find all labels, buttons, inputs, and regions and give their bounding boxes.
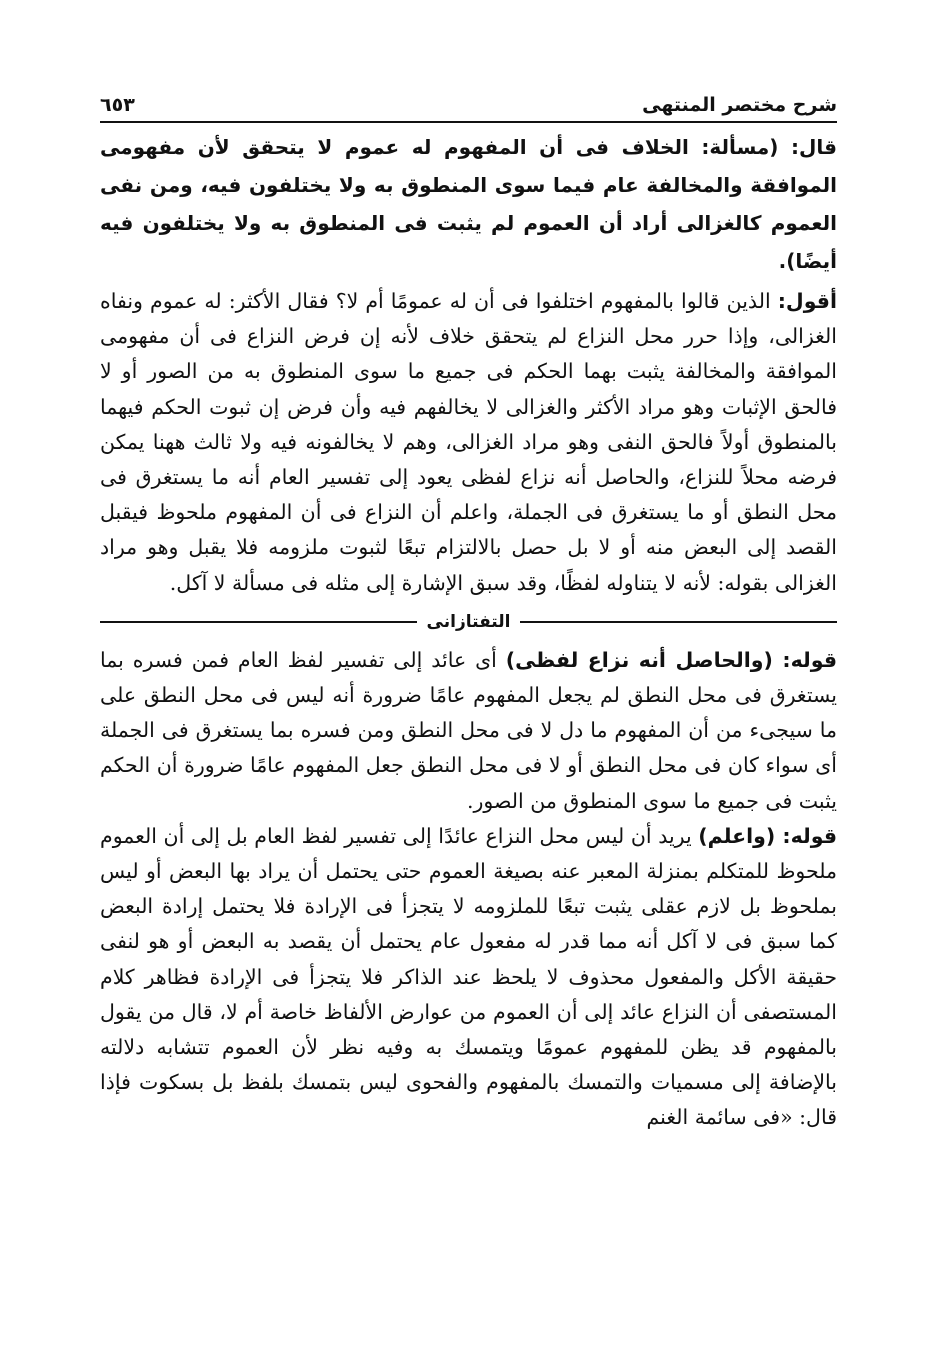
page-header [100, 84, 837, 116]
hashiya-lead: قوله: (والحاصل أنه نزاع لفظى) [505, 647, 838, 672]
section-divider [100, 605, 837, 639]
header-rule [100, 121, 837, 123]
hashiya-lead: قوله: (واعلم) [698, 823, 837, 848]
sharh-paragraph [100, 284, 837, 601]
page-body [100, 128, 837, 1136]
divider-label: التفتازانى [426, 611, 511, 632]
hashiya-text: يريد أن ليس محل النزاع عائدًا إلى تفسير لفظ العام بل إلى أن العموم ملحوظ للمتكلم بمنزلة المعبر عنه بصيغة العموم حتى يحتمل أن يراد بها البعض أو ليس بملحوظ بل لازم عقلى يثبت تبعًا للملزومه لا يتجزأ فى الإرادة فلا يحتمل إرادة البعض كما سبق فى لا آكل أنه مما قدر له مفعول عام يحتمل أن يقصد به البعض أو هو لنفى حقيقة الأكل والمفعول محذوف لا يلحظ عند الذاكر فلا يتجزأ فى الإرادة فظاهر كلام المستصفى أن النزاع عائد إلى أن العموم من عوارض الألفاظ خاصة أم لا، قال من يقول بالمفهوم قد يظن للمفهوم عمومًا ويتمسك به وفيه نظر لأن العموم تتشابه دلالته بالإضافة إلى مسميات والتمسك بالمفهوم والفحوى ليس بتمسك بلفظ بل بسكوت فإذا قال: «فى سائمة الغنم [100, 823, 837, 1130]
sharh-text: الذين قالوا بالمفهوم اختلفوا فى أن له عمومًا أم لا؟ فقال الأكثر: له عموم ونفاه الغزالى، وإذا حرر محل النزاع لم يتحقق خلاف لأنه إن فرض النزاع فى أن مفهومى الموافقة والمخالفة يثبت بهما الحكم فى جميع ما سوى المنطوق به من الصور أو لا فالحق الإثبات وهو مراد الأكثر والغزالى لا يخالفهم فيه وأن فرض إن ثبوت الحكم فيهما بالمنطوق أولاً فالحق النفى وهو مراد الغزالى، وهم لا يخالفونه فيه ولا ثالث ههنا يمكن فرضه محلاً للنزاع، والحاصل أنه نزاع لفظى يعود إلى تفسير العام أنه ما يستغرق فى محل النطق أو ما يستغرق فى الجملة، واعلم أن النزاع فى أن المفهوم ملحوظ فيقبل القصد إلى البعض منه أو لا بل حصل بالالتزام تبعًا لثبوت ملزومه فلا يقبل وهو مراد الغزالى بقوله: لأنه لا يتناوله لفظًا، وقد سبق الإشارة إلى مثله فى مسألة لا آكل. [100, 289, 837, 595]
divider-line-right [520, 621, 837, 623]
matn-paragraph [100, 128, 837, 280]
hashiya-paragraph [100, 819, 837, 1136]
running-title: شرح مختصر المنتهى [642, 94, 837, 116]
hashiya-text: أى عائد إلى تفسير لفظ العام فمن فسره بما يستغرق فى محل النطق لم يجعل المفهوم عامًا ضرورة أنه ليس فى محل النطق على ما سيجىء من أن المفهوم ما دل لا فى محل النطق ومن فسره بما يستغرق فى الجملة أى سواء كان فى محل النطق أو لا فى محل النطق جعل المفهوم عامًا ضرورة أن الحكم يثبت فى جميع ما سوى المنطوق من الصور. [100, 647, 837, 813]
page-number: ٦٥٣ [100, 94, 135, 116]
sharh-lead: أقول: [777, 289, 837, 313]
matn-text: قال: (مسألة: الخلاف فى أن المفهوم له عموم لا يتحقق لأن مفهومى الموافقة والمخالفة عام فيما سوى المنطوق به ولا يختلفون فيه، ومن نفى العموم كالغزالى أراد أن العموم لم يثبت فى المنطوق به ولا يختلفون فيه أيضًا). [100, 135, 837, 273]
divider-line-left [100, 621, 417, 623]
hashiya-paragraph [100, 643, 837, 819]
